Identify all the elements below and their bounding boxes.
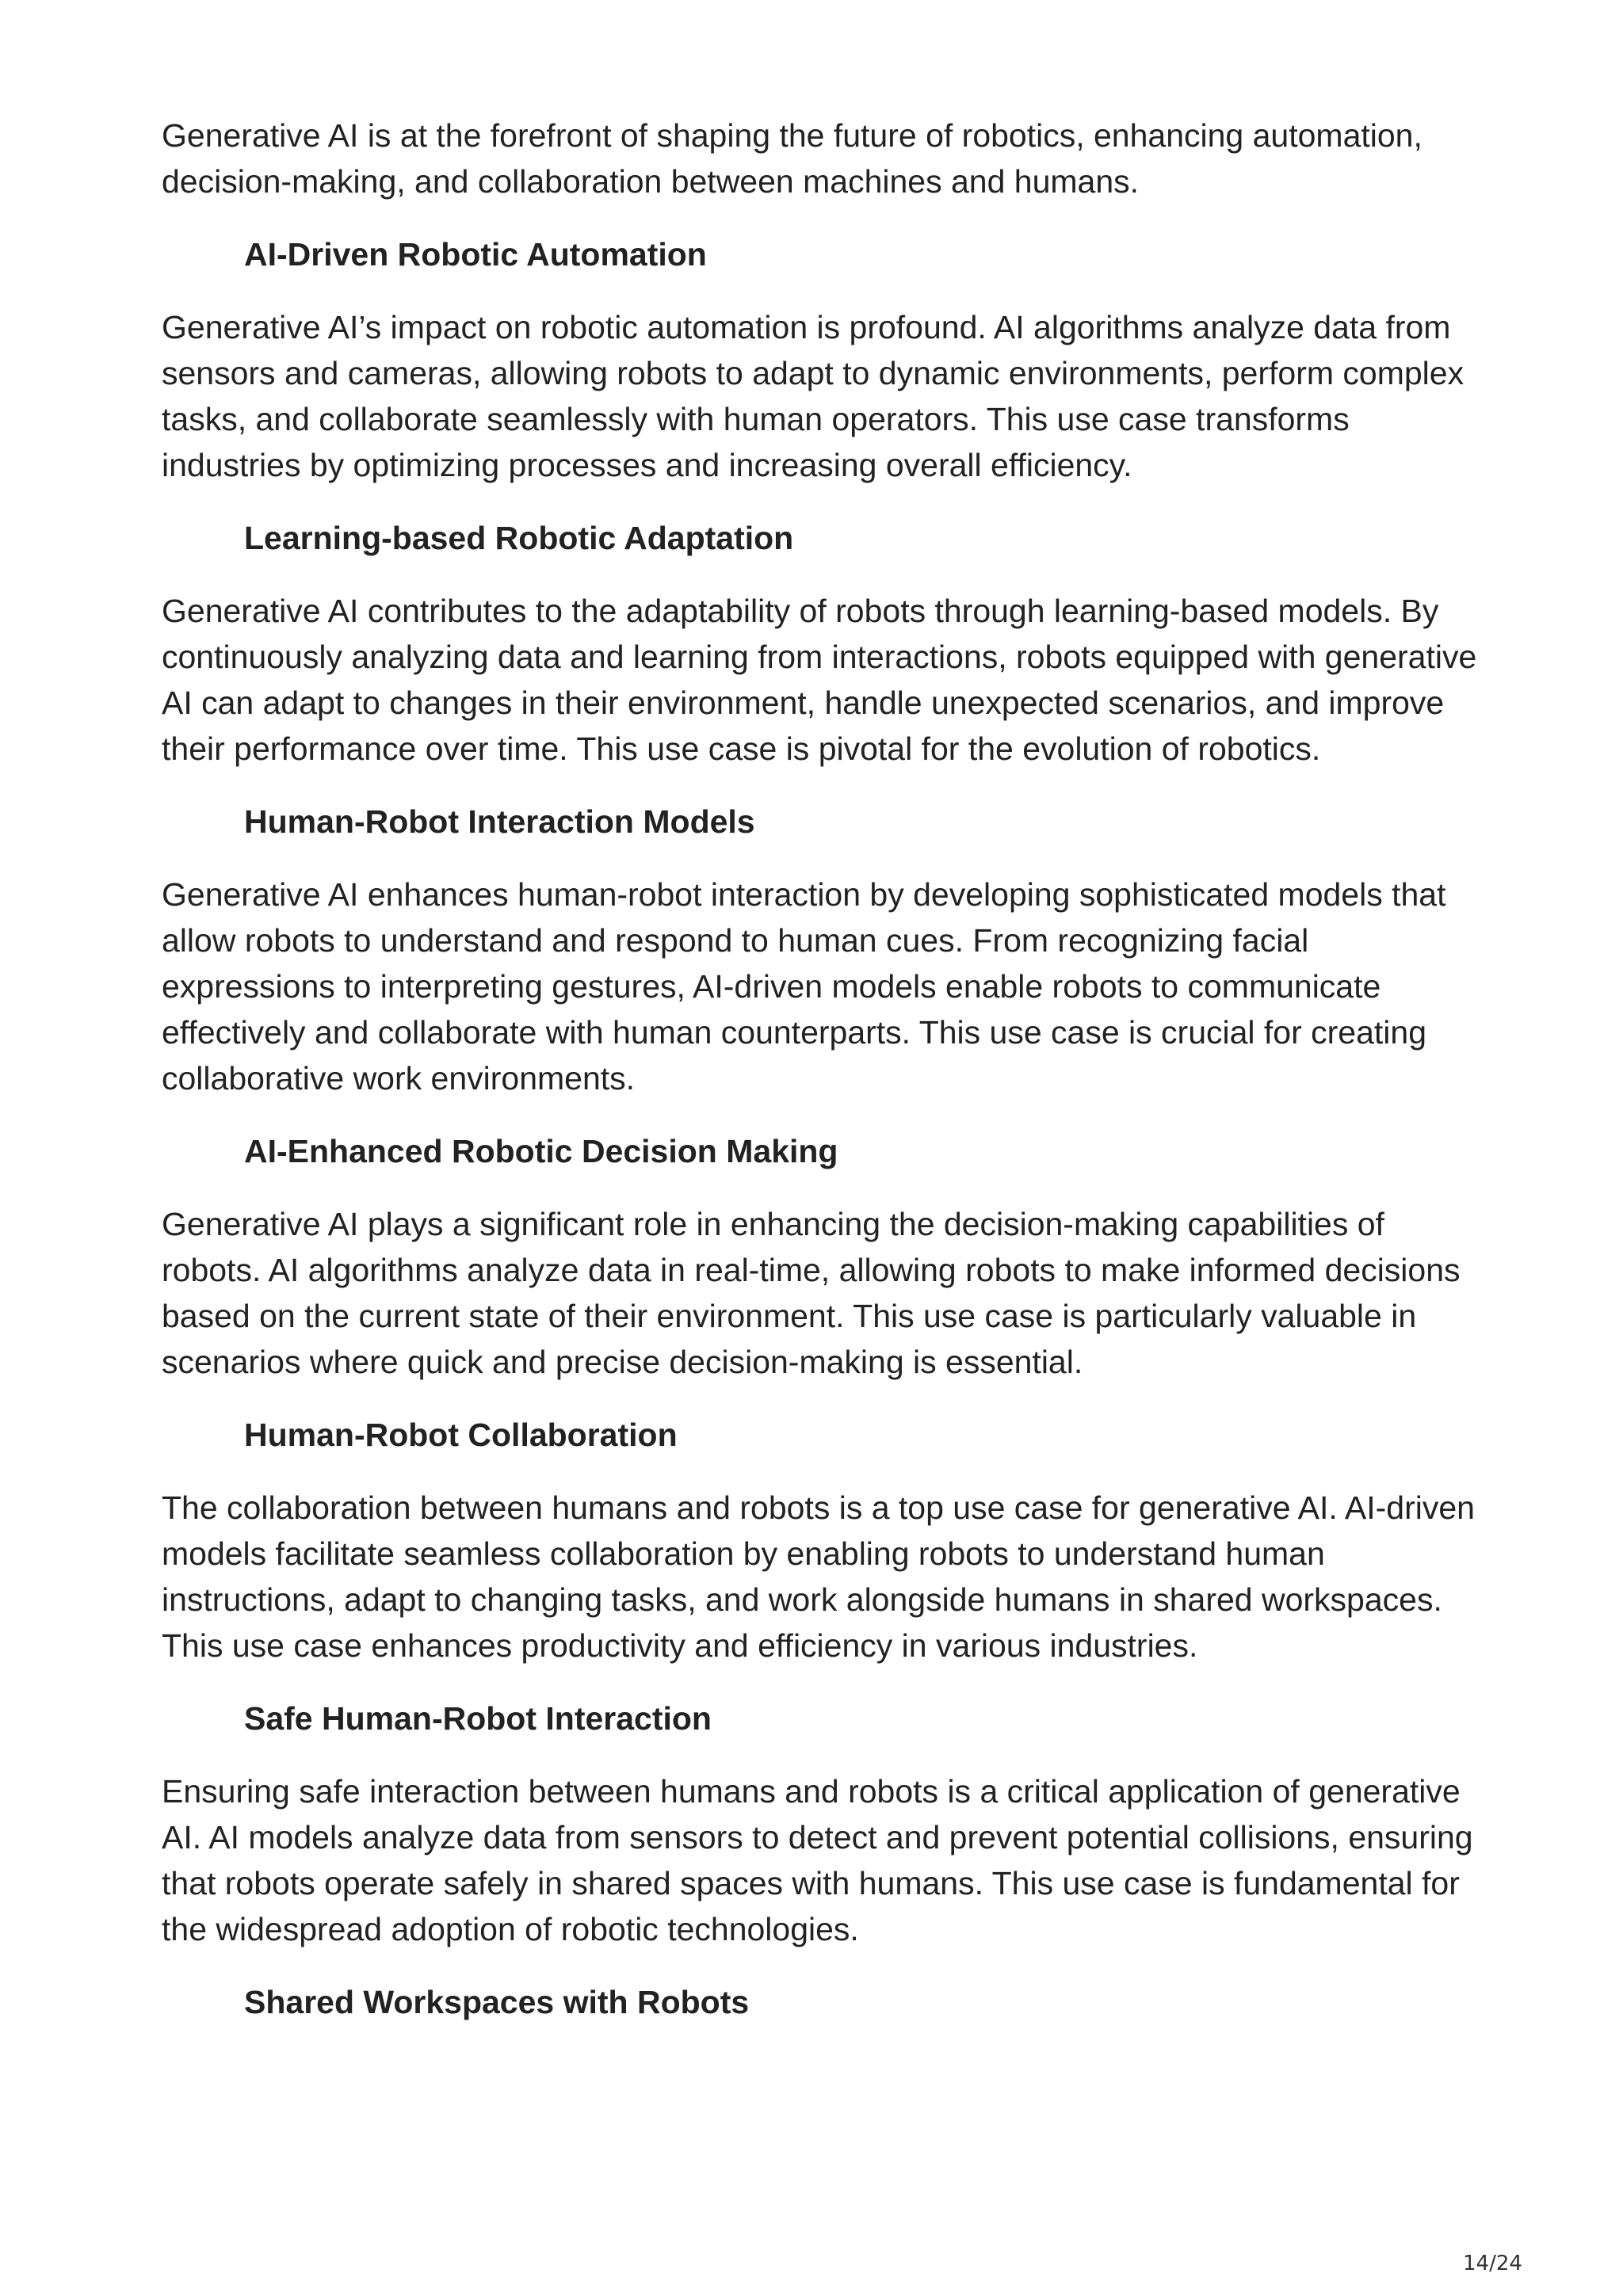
- page-content: [162, 113, 1477, 2052]
- section-heading-shared-workspaces-with-robots: Shared Workspaces with Robots: [244, 1984, 750, 2020]
- section-body-safe-human-robot-interaction: Ensuring safe interaction between humans and robots is a critical application of generative AI. AI models analyze data from sensors to detect and prevent potential collisions, ensuring that robots operate safely in shared spaces with humans. This use case is fundamental for the widespread adoption of robotic technologies.: [162, 1773, 1473, 1947]
- section-body-human-robot-collaboration: The collaboration between humans and robots is a top use case for generative AI. AI-driven models facilitate seamless collaboration by enabling robots to understand human instructions, adapt to changing tasks, and work alongside humans in shared workspaces. This use case enhances productivity and efficiency in various industries.: [162, 1489, 1475, 1664]
- section-body-human-robot-interaction-models: Generative AI enhances human-robot interaction by developing sophisticated models that allow robots to understand and respond to human cues. From recognizing facial expressions to interpreting gestures, AI-driven models enable robots to communicate effectively and collaborate with human counterparts. This use case is crucial for creating collaborative work environments.: [162, 876, 1446, 1097]
- section-heading-human-robot-interaction-models: Human-Robot Interaction Models: [244, 803, 755, 840]
- section-heading-ai-driven-robotic-automation: AI-Driven Robotic Automation: [244, 236, 707, 273]
- section-body-ai-enhanced-robotic-decision-making: Generative AI plays a significant role in enhancing the decision-making capabilities of robots. AI algorithms analyze data in real-time, allowing robots to make informed decisions based on the current state of their environment. This use case is particularly valuable in scenarios where quick and precise decision-making is essential.: [162, 1206, 1461, 1380]
- intro-paragraph: Generative AI is at the forefront of shaping the future of robotics, enhancing automation, decision-making, and collaboration between machines and humans.: [162, 117, 1423, 200]
- section-heading-safe-human-robot-interaction: Safe Human-Robot Interaction: [244, 1700, 712, 1737]
- page-number: 14/24: [1463, 2252, 1522, 2275]
- section-heading-human-robot-collaboration: Human-Robot Collaboration: [244, 1417, 678, 1453]
- section-heading-learning-based-robotic-adaptation: Learning-based Robotic Adaptation: [244, 520, 794, 556]
- section-body-learning-based-robotic-adaptation: Generative AI contributes to the adaptability of robots through learning-based models. By continuously analyzing data and learning from interactions, robots equipped with generative AI can adapt to changes in their environment, handle unexpected scenarios, and improve their performance over time. This use case is pivotal for the evolution of robotics.: [162, 593, 1477, 767]
- section-body-ai-driven-robotic-automation: Generative AI’s impact on robotic automation is profound. AI algorithms analyze data from sensors and cameras, allowing robots to adapt to dynamic environments, perform complex tasks, and collaborate seamlessly with human operators. This use case transforms industries by optimizing processes and increasing overall efficiency.: [162, 309, 1465, 483]
- section-heading-ai-enhanced-robotic-decision-making: AI-Enhanced Robotic Decision Making: [244, 1133, 838, 1169]
